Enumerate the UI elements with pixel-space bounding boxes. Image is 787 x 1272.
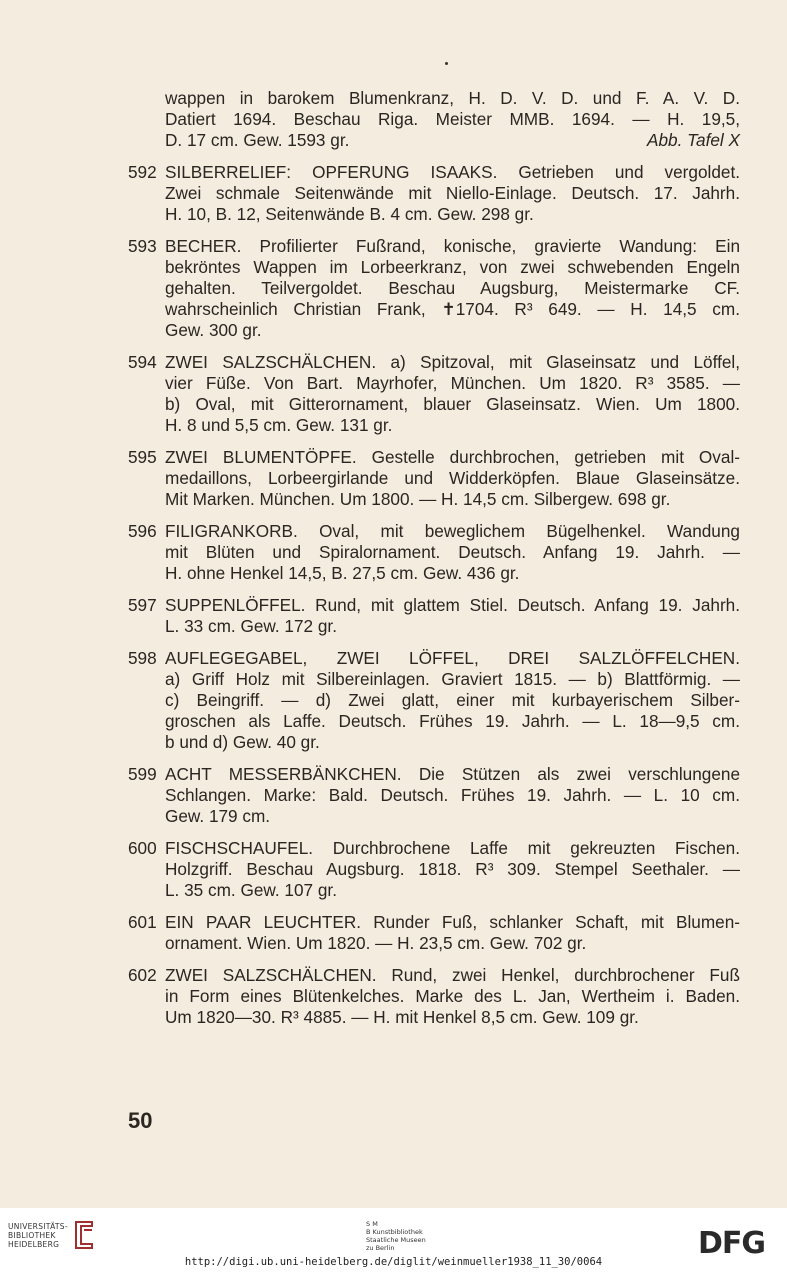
text-line: EIN PAAR LEUCHTER. Runder Fuß, schlanker Schaft, mit Blumen- (165, 912, 740, 932)
text-line: groschen als Laffe. Deutsch. Frühes 19. Jahrh. — L. 18—9,5 cm. (165, 711, 740, 731)
center-line: B Kunstbibliothek (366, 1228, 423, 1236)
dfg-logo: DFG (698, 1226, 766, 1261)
text-line: b und d) Gew. 40 gr. (165, 732, 320, 752)
center-line: zu Berlin (366, 1244, 395, 1252)
lot-number: 595 (128, 447, 157, 467)
text-line: SILBERRELIEF: OPFERUNG ISAAKS. Getrieben und vergoldet. (165, 162, 740, 182)
text-line: H. ohne Henkel 14,5, B. 27,5 cm. Gew. 436 gr. (165, 563, 520, 583)
lot-number: 596 (128, 521, 157, 541)
catalog-entry (128, 648, 740, 753)
text-line: ZWEI SALZSCHÄLCHEN. a) Spitzoval, mit Glaseinsatz und Löffel, (165, 352, 740, 372)
university-logo-icon (72, 1218, 96, 1250)
text-line: Mit Marken. München. Um 1800. — H. 14,5 cm. Silbergew. 698 gr. (165, 489, 671, 509)
text-line: Schlangen. Marke: Bald. Deutsch. Frühes 19. Jahrh. — L. 10 cm. (165, 785, 740, 805)
kunstbibliothek-label (366, 1220, 426, 1252)
intro-continuation (128, 88, 740, 151)
text-line: wahrscheinlich Christian Frank, ✝1704. R³ 649. — H. 14,5 cm. (165, 299, 740, 319)
catalog-text (128, 88, 740, 1039)
catalog-entry (128, 521, 740, 584)
lot-number: 601 (128, 912, 157, 932)
catalog-entry (128, 838, 740, 901)
catalog-entry (128, 352, 740, 436)
text-line: FILIGRANKORB. Oval, mit beweglichem Bügelhenkel. Wandung (165, 521, 740, 541)
text-line: L. 35 cm. Gew. 107 gr. (165, 880, 337, 900)
lot-number: 594 (128, 352, 157, 372)
text-line: vier Füße. Von Bart. Mayrhofer, München. Um 1820. R³ 3585. — (165, 373, 740, 393)
text-line (165, 130, 740, 151)
text-line: AUFLEGEGABEL, ZWEI LÖFFEL, DREI SALZLÖFFELCHEN. (165, 648, 740, 668)
text-line: FISCHSCHAUFEL. Durchbrochene Laffe mit gekreuzten Fischen. (165, 838, 740, 858)
text-line: H. 10, B. 12, Seitenwände B. 4 cm. Gew. 298 gr. (165, 204, 534, 224)
text-line: bekröntes Wappen im Lorbeerkranz, von zwei schwebenden Engeln (165, 257, 740, 277)
text-line: c) Beingriff. — d) Zwei glatt, einer mit kurbayerischem Silber- (165, 690, 740, 710)
plate-reference: Abb. Tafel X (646, 130, 740, 150)
lot-number: 597 (128, 595, 157, 615)
text-line: BECHER. Profilierter Fußrand, konische, gravierte Wandung: Ein (165, 236, 740, 256)
catalog-entry (128, 447, 740, 510)
page-number: 50 (128, 1108, 153, 1133)
text-line: H. 8 und 5,5 cm. Gew. 131 gr. (165, 415, 393, 435)
text-line: ZWEI BLUMENTÖPFE. Gestelle durchbrochen, getrieben mit Oval- (165, 447, 740, 467)
text-line: Gew. 179 cm. (165, 806, 271, 826)
lot-number: 599 (128, 764, 157, 784)
text-line: ZWEI SALZSCHÄLCHEN. Rund, zwei Henkel, durchbrochener Fuß (165, 965, 740, 985)
center-line: S M (366, 1220, 378, 1228)
university-line: UNIVERSITÄTS- (8, 1222, 68, 1231)
lot-number: 593 (128, 236, 157, 256)
text-line: Um 1820—30. R³ 4885. — H. mit Henkel 8,5 cm. Gew. 109 gr. (165, 1007, 639, 1027)
source-url-link[interactable]: http://digi.ub.uni-heidelberg.de/diglit/weinmueller1938_11_30/0064 (184, 1256, 603, 1268)
university-library-label (8, 1222, 68, 1249)
university-line: BIBLIOTHEK (8, 1231, 56, 1240)
text-line: Zwei schmale Seitenwände mit Niello-Einlage. Deutsch. 17. Jahrh. (165, 183, 740, 203)
text-line: mit Blüten und Spiralornament. Deutsch. Anfang 19. Jahrh. — (165, 542, 740, 562)
text-line: SUPPENLÖFFEL. Rund, mit glattem Stiel. Deutsch. Anfang 19. Jahrh. (165, 595, 740, 615)
text-line: in Form eines Blütenkelches. Marke des L. Jan, Wertheim i. Baden. (165, 986, 740, 1006)
speck (445, 62, 448, 65)
text-line: b) Oval, mit Gitterornament, blauer Glaseinsatz. Wien. Um 1800. (165, 394, 740, 414)
catalog-entry (128, 236, 740, 341)
text-line-content: D. 17 cm. Gew. 1593 gr. (165, 130, 350, 150)
text-line: L. 33 cm. Gew. 172 gr. (165, 616, 337, 636)
text-line: a) Griff Holz mit Silbereinlagen. Graviert 1815. — b) Blattförmig. — (165, 669, 740, 689)
text-line: Datiert 1694. Beschau Riga. Meister MMB. 1694. — H. 19,5, (165, 109, 740, 129)
lot-number: 592 (128, 162, 157, 182)
text-line: wappen in barokem Blumenkranz, H. D. V. D. und F. A. V. D. (165, 88, 740, 108)
center-line: Staatliche Museen (366, 1236, 426, 1244)
catalog-entry (128, 595, 740, 637)
catalog-entry (128, 965, 740, 1028)
text-line: Gew. 300 gr. (165, 320, 262, 340)
text-line: ACHT MESSERBÄNKCHEN. Die Stützen als zwei verschlungene (165, 764, 740, 784)
university-line: HEIDELBERG (8, 1240, 60, 1249)
catalog-entry (128, 764, 740, 827)
text-line: gehalten. Teilvergoldet. Beschau Augsburg, Meistermarke CF. (165, 278, 740, 298)
text-line: medaillons, Lorbeergirlande und Widderköpfen. Blaue Glaseinsätze. (165, 468, 740, 488)
lot-number: 598 (128, 648, 157, 668)
text-line: Holzgriff. Beschau Augsburg. 1818. R³ 309. Stempel Seethaler. — (165, 859, 740, 879)
lot-number: 600 (128, 838, 157, 858)
text-line: ornament. Wien. Um 1820. — H. 23,5 cm. Gew. 702 gr. (165, 933, 587, 953)
catalog-entry (128, 162, 740, 225)
lot-number: 602 (128, 965, 157, 985)
catalog-entry (128, 912, 740, 954)
